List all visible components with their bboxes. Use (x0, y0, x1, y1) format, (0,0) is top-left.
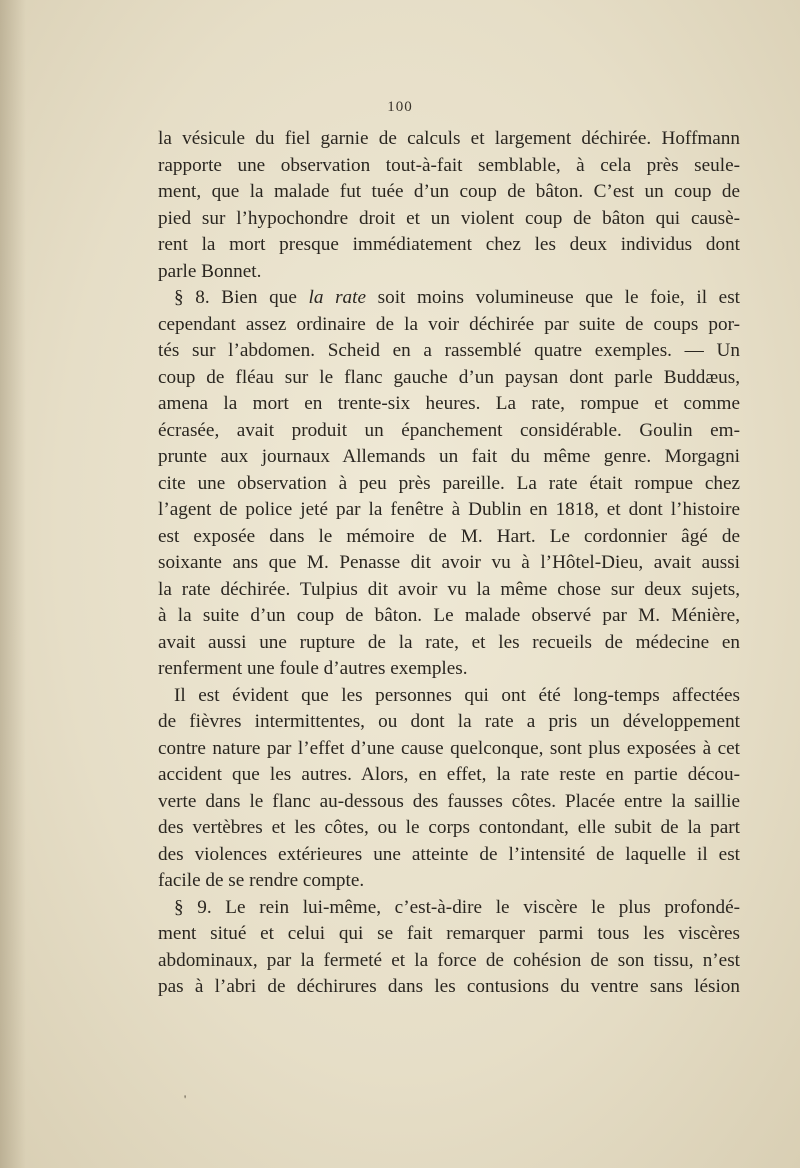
text-line: renferment une foule d’autres exemples. (158, 658, 468, 679)
body-text (158, 126, 740, 1001)
text-line: tés sur l’abdomen. Scheid en a rassemblé quatre exemples. — Un (158, 340, 740, 361)
text-line: l’agent de police jeté par la fenêtre à Dublin en 1818, et dont l’histoire (158, 499, 740, 520)
text-line: facile de se rendre compte. (158, 870, 365, 891)
italic-term: la rate (308, 287, 366, 308)
page-number: 100 (387, 99, 413, 115)
text-line: ment, que la malade fut tuée d’un coup de bâton. C’est un coup de (158, 181, 740, 202)
text-line: pied sur l’hypochondre droit et un violent coup de bâton qui causè- (158, 207, 740, 229)
text-line: coup de fléau sur le flanc gauche d’un paysan dont parle Buddæus, (158, 366, 740, 388)
text-line: la rate déchirée. Tulpius dit avoir vu la même chose sur deux sujets, (158, 578, 740, 600)
text-line-section-8: § 8. Bien que la rate soit moins volumineuse que le foie, il est (174, 287, 740, 308)
ink-mark: ' (184, 1092, 187, 1106)
text-line-paragraph: Il est évident que les personnes qui ont été long-temps affectées (174, 684, 740, 706)
text-line: prunte aux journaux Allemands un fait du même genre. Morgagni (158, 446, 740, 467)
text-line: est exposée dans le mémoire de M. Hart. Le cordonnier âgé de (158, 525, 740, 547)
text-line: écrasée, avait produit un épanchement considérable. Goulin em- (158, 419, 740, 441)
text-line: amena la mort en trente-six heures. La rate, rompue et comme (158, 393, 740, 414)
text-line: des vertèbres et les côtes, ou le corps contondant, elle subit de la part (158, 817, 740, 838)
text-line: cependant assez ordinaire de la voir déchirée par suite de coups por- (158, 313, 740, 335)
text-line: soixante ans que M. Penasse dit avoir vu à l’Hôtel-Dieu, avait aussi (158, 552, 740, 573)
text-line: cite une observation à peu près pareille. La rate était rompue chez (158, 472, 740, 494)
text-line: verte dans le flanc au-dessous des fausses côtes. Placée entre la saillie (158, 790, 740, 812)
text-line: pas à l’abri de déchirures dans les contusions du ventre sans lésion (158, 976, 740, 997)
text-line: accident que les autres. Alors, en effet, la rate reste en partie décou- (158, 764, 740, 785)
text-line: rapporte une observation tout-à-fait semblable, à cela près seule- (158, 154, 740, 176)
text-line: contre nature par l’effet d’une cause quelconque, sont plus exposées à cet (158, 737, 740, 759)
text-line: avait aussi une rupture de la rate, et les recueils de médecine en (158, 631, 740, 653)
text-line: la vésicule du fiel garnie de calculs et largement déchirée. Hoffmann (158, 128, 740, 149)
text-line: à la suite d’un coup de bâton. Le malade observé par M. Ménière, (158, 605, 740, 626)
page-binding-shadow (0, 0, 26, 1168)
text-line: des violences extérieures une atteinte de l’intensité de laquelle il est (158, 843, 740, 865)
text-line: parle Bonnet. (158, 260, 262, 282)
text-line: rent la mort presque immédiatement chez les deux individus dont (158, 234, 740, 255)
text-line-section-9: § 9. Le rein lui-même, c’est-à-dire le viscère le plus profondé- (174, 896, 740, 918)
text-line: de fièvres intermittentes, ou dont la rate a pris un développement (158, 711, 740, 732)
text-line: ment situé et celui qui se fait remarquer parmi tous les viscères (158, 923, 740, 944)
text-line: abdominaux, par la fermeté et la force de cohésion de son tissu, n’est (158, 949, 740, 971)
